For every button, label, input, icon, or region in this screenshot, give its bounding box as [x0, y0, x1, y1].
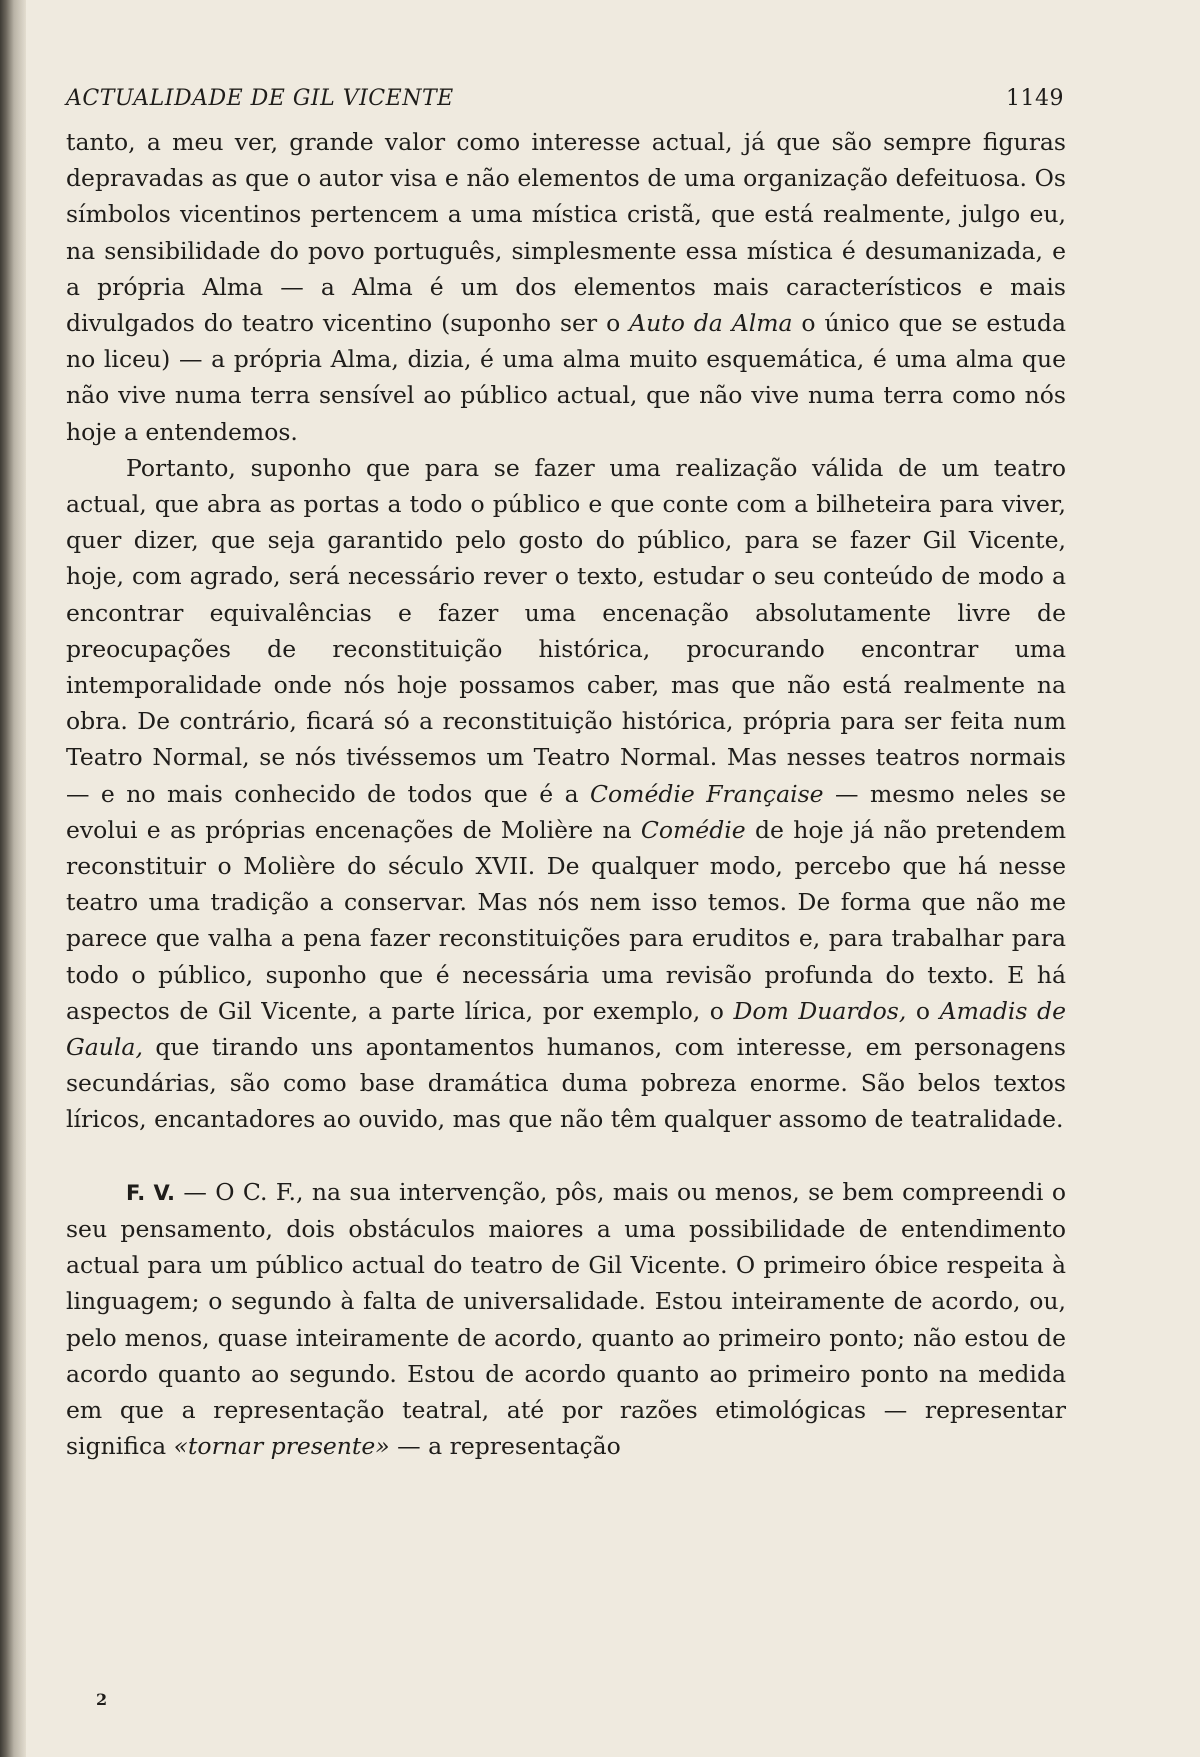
text-span: de hoje já não pretendem reconstituir o Molière do século XVII. De qualquer modo, percebo que há nesse teatro uma tradição a conservar. Mas nós nem isso temos. De forma que não me parece que valha a pena fazer reconstituições para eruditos e, para trabalhar para todo o público, suponho que é necessária uma revisão profunda do texto. E há aspectos de Gil Vicente, a parte lírica, por exemplo, o — [66, 815, 1066, 1025]
text-span: — mesmo neles se evolui e as próprias encenações de Molière na — [66, 779, 1066, 844]
italic-quote-tornar-presente: «tornar presente» — [173, 1432, 390, 1461]
running-title: ACTUALIDADE DE GIL VICENTE — [66, 86, 454, 111]
paragraph-3 — [66, 1174, 1066, 1465]
running-head — [66, 80, 1066, 124]
signature-mark: 2 — [96, 1690, 108, 1709]
page — [66, 80, 1066, 1464]
body-text — [66, 124, 1066, 1464]
italic-amadis-de-gaula: Amadis de Gaula, — [66, 996, 1066, 1062]
text-span: tanto, a meu ver, grande valor como interesse actual, já que são sempre figuras depravadas as que o autor visa e não elementos de uma organização defeituosa. Os símbolos vicentinos pertencem a uma mística cristã, que está realmente, julgo eu, na sensibilidade do povo português, simplesmente essa mística é desumanizada, e a própria Alma — a Alma é um dos elementos mais característicos e mais divulgados do teatro vicentino (suponho ser o — [66, 128, 1066, 338]
italic-dom-duardos: Dom Duardos, — [733, 996, 907, 1025]
text-span: — a representação — [389, 1432, 621, 1461]
text-span: que tirando uns apontamentos humanos, com interesse, em personagens secundárias, são como base dramática duma pobreza enorme. São belos textos líricos, encantadores ao ouvido, mas que não têm qualquer assomo de teatralidade. — [66, 1033, 1066, 1134]
text-span: o — [906, 996, 940, 1025]
paragraph-2 — [66, 450, 1066, 1138]
speaker-label: F. V. — [126, 1180, 175, 1205]
text-span: o único que se estuda no liceu) — a própria Alma, dizia, é uma alma muito esquemática, é uma alma que não vive numa terra sensível ao público actual, que não vive numa terra como nós hoje a entendemos. — [66, 309, 1066, 446]
paragraph-1 — [66, 124, 1066, 450]
italic-title-auto-da-alma: Auto da Alma — [629, 309, 793, 338]
book-binding-shadow — [0, 0, 26, 1757]
page-number: 1149 — [1006, 86, 1064, 111]
italic-comedie-francaise: Comédie Française — [590, 779, 824, 808]
text-span: Portanto, suponho que para se fazer uma realização válida de um teatro actual, que abra as portas a todo o público e que conte com a bilheteira para viver, quer dizer, que seja garantido pelo gosto do público, para se fazer Gil Vicente, hoje, com agrado, será necessário rever o texto, estudar o seu conteúdo de modo a encontrar equivalências e fazer uma encenação absolutamente livre de preocupações de reconstituição histórica, procurando encontrar uma intemporalidade onde nós hoje possamos caber, mas que não está realmente na obra. De contrário, ficará só a reconstituição histórica, própria para ser feita num Teatro Normal, se nós tivéssemos um Teatro Normal. Mas nesses teatros normais — e no mais conhecido de todos que é a — [66, 453, 1066, 808]
italic-comedie: Comédie — [640, 815, 746, 844]
text-span: — O C. F., na sua intervenção, pôs, mais ou menos, se bem compreendi o seu pensamento, dois obstáculos maiores a uma possibilidade de entendimento actual para um público actual do teatro de Gil Vicente. O primeiro óbice respeita à linguagem; o segundo à falta de universalidade. Estou inteiramente de acordo, ou, pelo menos, quase inteiramente de acordo, quanto ao primeiro ponto; não estou de acordo quanto ao segundo. Estou de acordo quanto ao primeiro ponto na medida em que a representação teatral, até por razões etimológicas — representar significa — [66, 1177, 1066, 1461]
